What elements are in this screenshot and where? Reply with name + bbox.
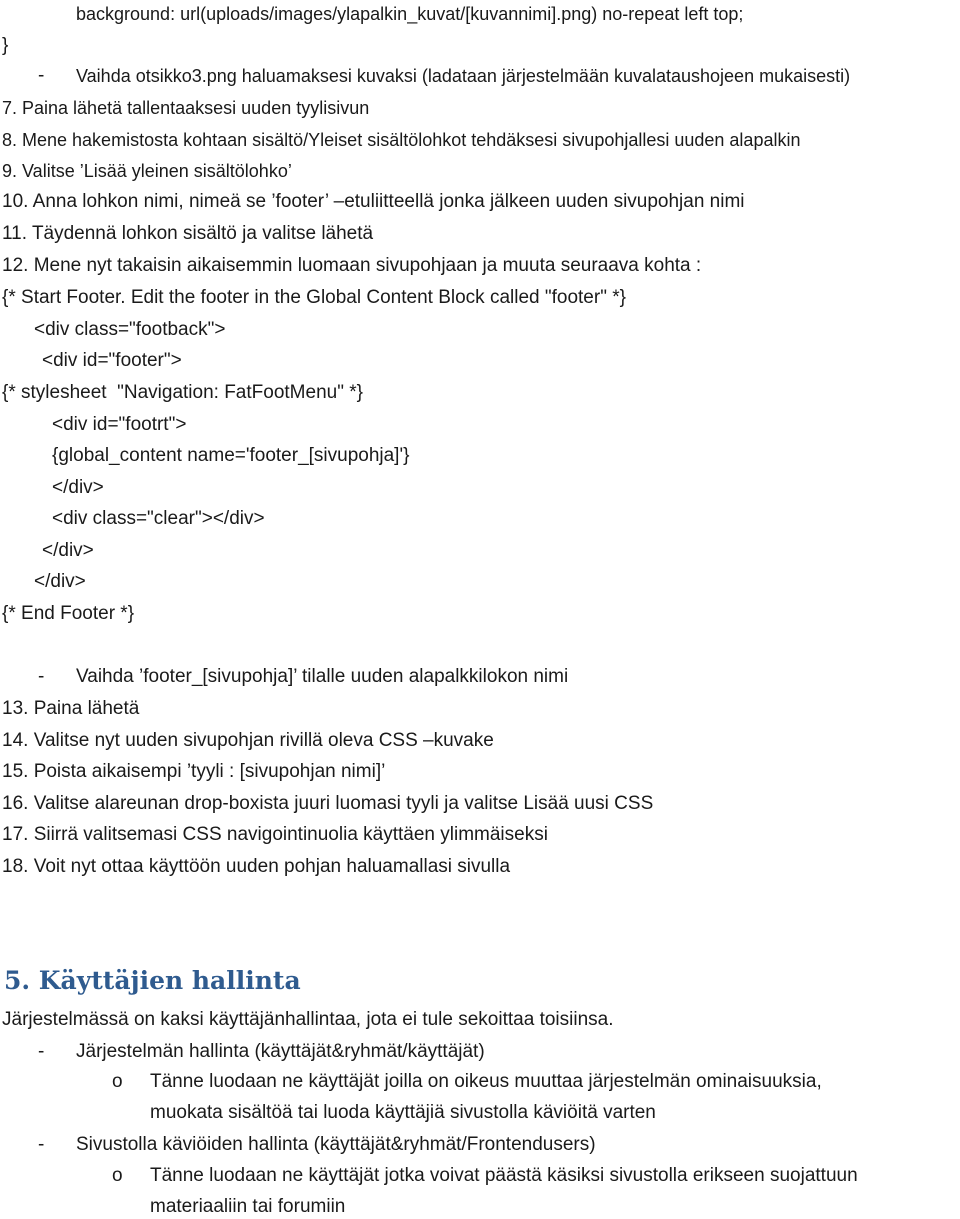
step-12: 12. Mene nyt takaisin aikaisemmin luomaan sivupohjaan ja muuta seuraava kohta : — [2, 255, 702, 276]
code-close-div-2: </div> — [42, 540, 94, 561]
step-8: 8. Mene hakemistosta kohtaan sisältö/Yleiset sisältölohkot tehdäksesi sivupohjallesi uuden alapalkin — [2, 130, 801, 150]
code-div-clear: <div class="clear"></div> — [52, 508, 265, 529]
sub-item-frontend-users-line1: Tänne luodaan ne käyttäjät jotka voivat päästä käsiksi sivustolla erikseen suojattuun — [150, 1165, 858, 1186]
sub-item-frontend-users-line2: materiaaliin tai forumiin — [150, 1196, 346, 1217]
bullet-dash: - — [38, 65, 45, 86]
code-close-div-1: </div> — [52, 477, 104, 498]
code-div-footrt: <div id="footrt"> — [52, 414, 187, 435]
sub-item-system-admin-line2: muokata sisältöä tai luoda käyttäjiä sivustolla käviöitä varten — [150, 1102, 656, 1123]
css-line-background: background: url(uploads/images/ylapalkin_kuvat/[kuvannimi].png) no-repeat left top; — [76, 4, 744, 24]
bullet-o: o — [112, 1071, 123, 1092]
section-intro: Järjestelmässä on kaksi käyttäjänhallintaa, jota ei tule sekoittaa toisiinsa. — [2, 1009, 614, 1030]
step-9: 9. Valitse ’Lisää yleinen sisältölohko’ — [2, 161, 292, 181]
step-17: 17. Siirrä valitsemasi CSS navigointinuolia käyttäen ylimmäiseksi — [2, 824, 548, 845]
code-stylesheet: {* stylesheet "Navigation: FatFootMenu" *} — [2, 382, 363, 403]
bullet-o: o — [112, 1165, 123, 1186]
step-replace-footer: Vaihda ’footer_[sivupohja]’ tilalle uuden alapalkkilokon nimi — [76, 666, 569, 687]
step-10: 10. Anna lohkon nimi, nimeä se ’footer’ –etuliitteellä jonka jälkeen uuden sivupohjan nimi — [2, 191, 745, 212]
code-end-footer: {* End Footer *} — [2, 603, 135, 624]
sub-item-system-admin-line1: Tänne luodaan ne käyttäjät joilla on oikeus muuttaa järjestelmän ominaisuuksia, — [150, 1071, 822, 1092]
step-7: 7. Paina lähetä tallentaaksesi uuden tyylisivun — [2, 98, 370, 118]
section-heading: 5. Käyttäjien hallinta — [4, 966, 301, 995]
step-change-image: Vaihda otsikko3.png haluamaksesi kuvaksi (ladataan järjestelmään kuvalataushojeen mukaisesti) — [76, 66, 851, 86]
step-18: 18. Voit nyt ottaa käyttöön uuden pohjan haluamallasi sivulla — [2, 856, 511, 877]
bullet-dash: - — [38, 1041, 45, 1062]
step-11: 11. Täydennä lohkon sisältö ja valitse lähetä — [2, 223, 374, 244]
step-14: 14. Valitse nyt uuden sivupohjan rivillä oleva CSS –kuvake — [2, 730, 494, 751]
css-closing-brace: } — [2, 35, 9, 56]
code-div-footback: <div class="footback"> — [34, 319, 226, 340]
code-div-footer: <div id="footer"> — [42, 350, 182, 371]
bullet-dash: - — [38, 1134, 45, 1155]
step-13: 13. Paina lähetä — [2, 698, 140, 719]
step-15: 15. Poista aikaisempi ’tyyli : [sivupohjan nimi]’ — [2, 761, 386, 782]
code-global-content: {global_content name='footer_[sivupohja]'} — [52, 445, 410, 466]
code-close-div-3: </div> — [34, 571, 86, 592]
bullet-dash: - — [38, 666, 45, 687]
list-item-system-admin: Järjestelmän hallinta (käyttäjät&ryhmät/käyttäjät) — [76, 1041, 485, 1062]
list-item-frontend-users: Sivustolla käviöiden hallinta (käyttäjät&ryhmät/Frontendusers) — [76, 1134, 596, 1155]
step-16: 16. Valitse alareunan drop-boxista juuri luomasi tyyli ja valitse Lisää uusi CSS — [2, 793, 654, 814]
code-start-footer: {* Start Footer. Edit the footer in the Global Content Block called "footer" *} — [2, 287, 626, 308]
